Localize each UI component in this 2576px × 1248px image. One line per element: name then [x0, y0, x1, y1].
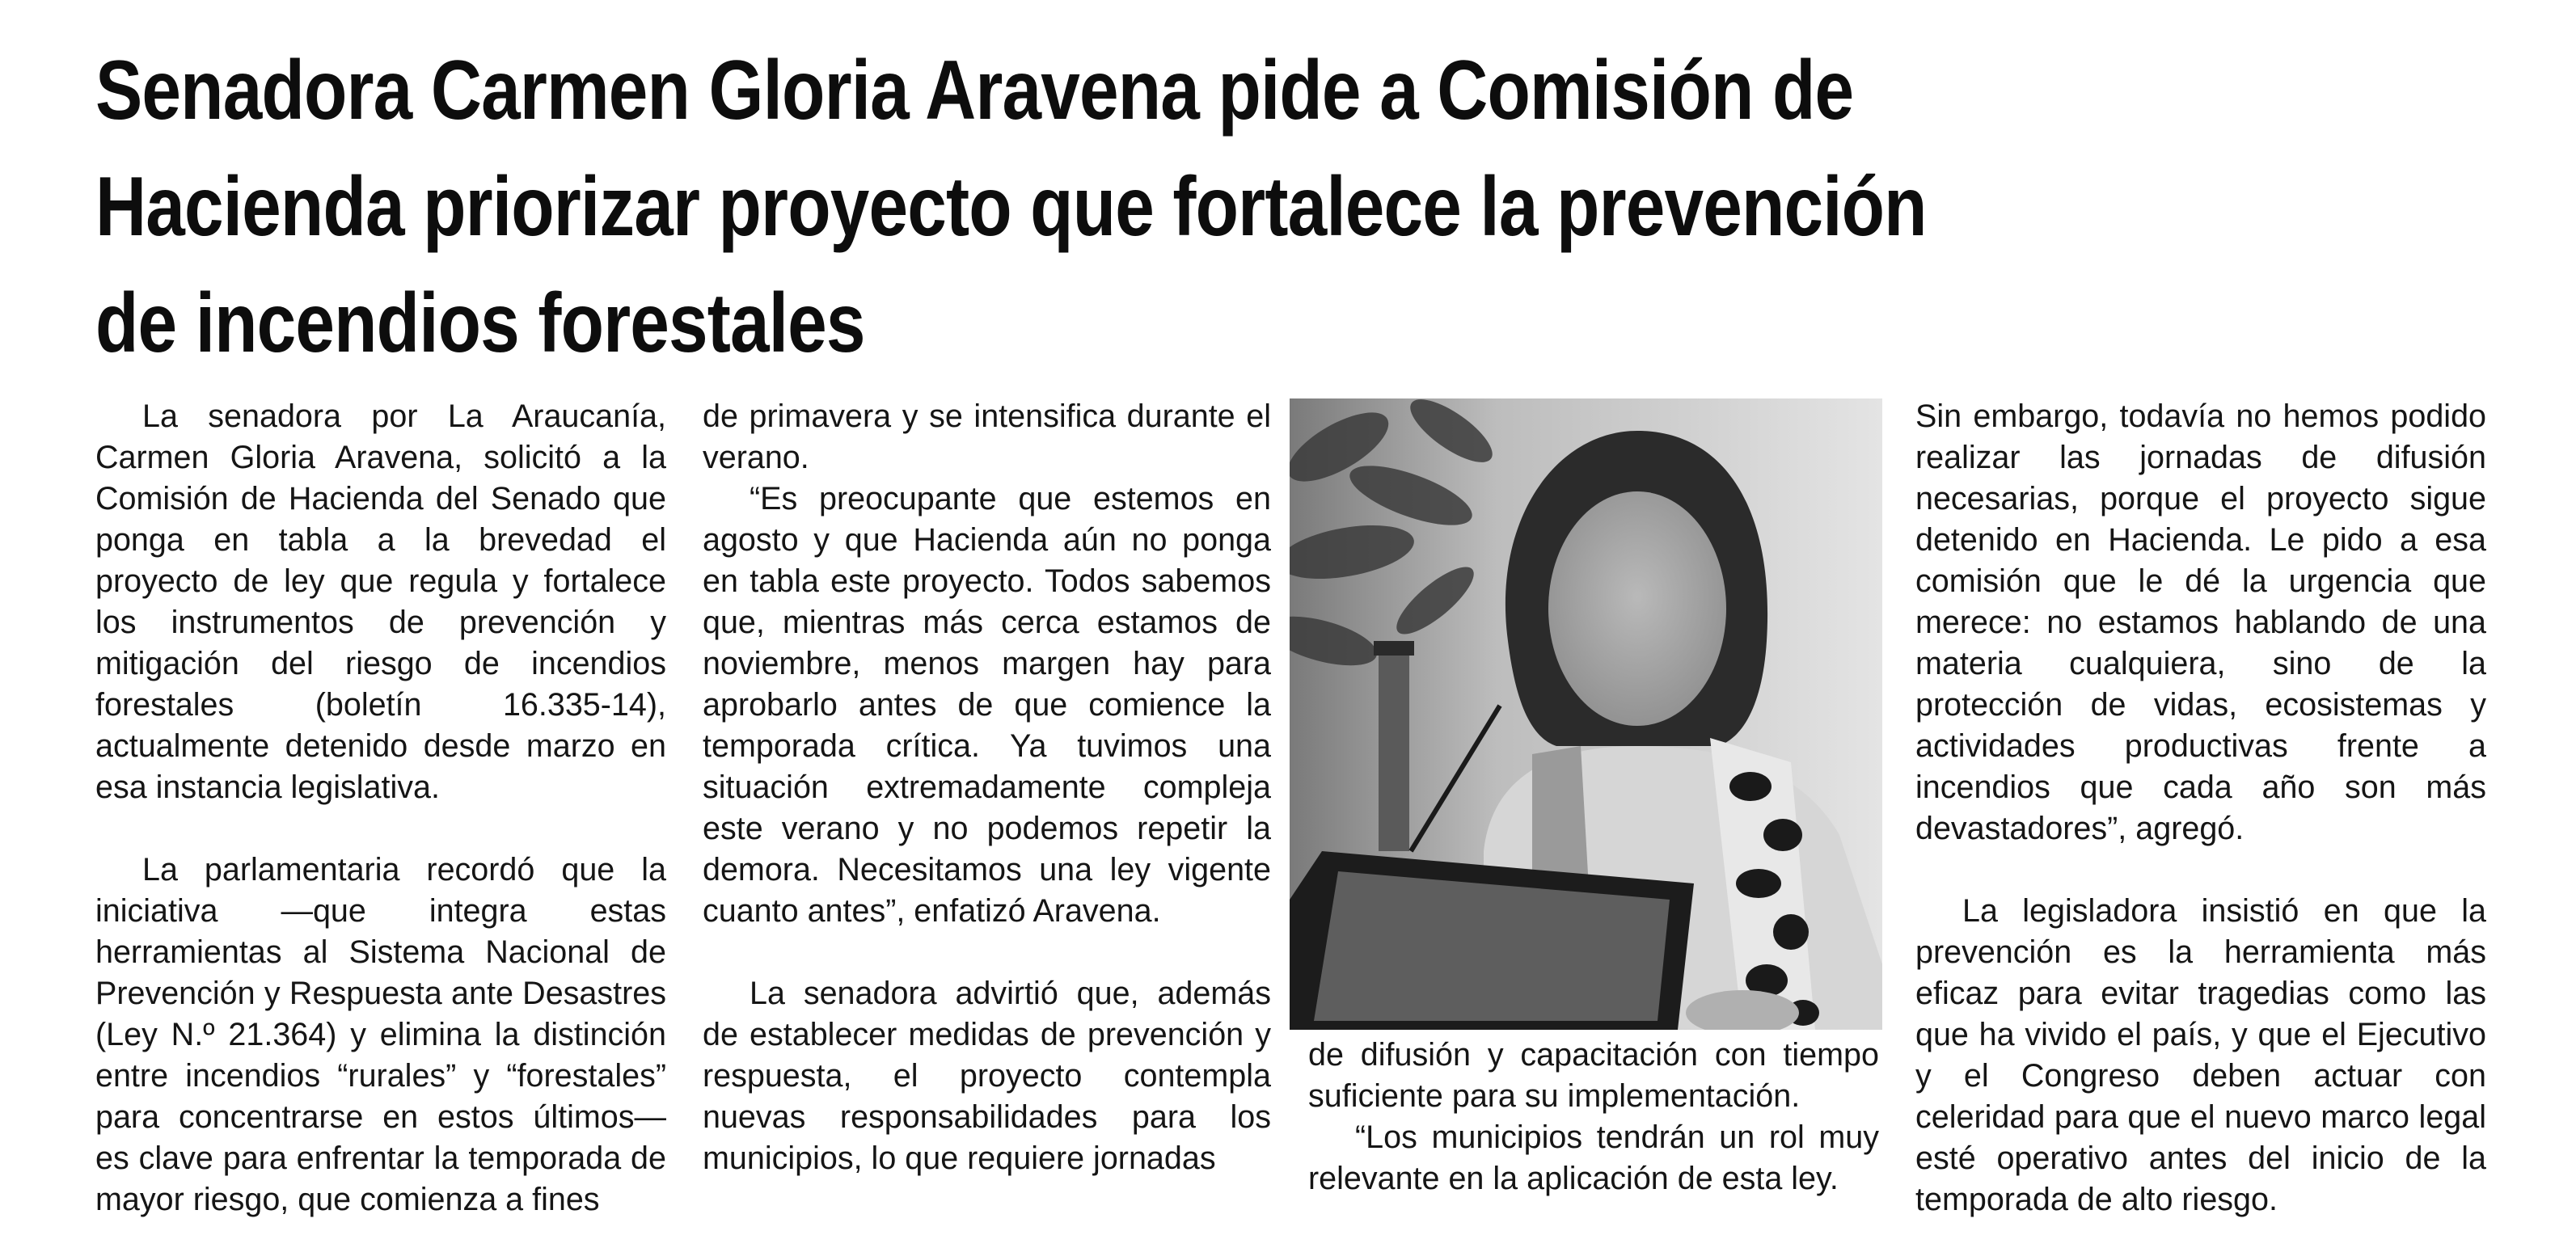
text-column-2 [703, 396, 1271, 1179]
paragraph: La senadora por La Araucanía, Carmen Gloria Aravena, solicitó a la Comisión de Hacienda del Senado que ponga en tabla a la brevedad el proyecto de ley que regula y fortalece los instrumentos de prevención y mitigación del riesgo de incendios forestales (boletín 16.335-14), actualmente detenido desde marzo en esa instancia legislativa. [95, 398, 666, 805]
text-column-1 [95, 396, 666, 1221]
headline-line-2: Hacienda priorizar proyecto que fortalece la prevención [95, 160, 1927, 254]
text-column-3 [1308, 1035, 1879, 1200]
paragraph: de primavera y se intensifica durante el verano. [703, 398, 1271, 475]
senator-photo [1290, 398, 1882, 1030]
headline-line-1: Senadora Carmen Gloria Aravena pide a Comisión de [95, 44, 1854, 137]
article-headline [95, 32, 2065, 382]
paragraph: La legisladora insistió en que la prevención es la herramienta más eficaz para evitar tragedias como las que ha vivido el país, y que el Ejecutivo y el Congreso deben actuar con celeridad para que el nuevo marco legal esté operativo antes del inicio de la temporada de alto riesgo. [1915, 893, 2486, 1217]
headline-line-3: de incendios forestales [95, 276, 865, 370]
paragraph: La parlamentaria recordó que la iniciativa —que integra estas herramientas al Sistema Nacional de Prevención y Respuesta ante Desastres (Ley N.º 21.364) y elimina la distinción entre incendios “rurales” y “forestales” para concentrarse en estos últimos— es clave para enfrentar la temporada de mayor riesgo, que comienza a fines [95, 852, 666, 1217]
text-column-4 [1915, 396, 2486, 1221]
paragraph: de difusión y capacitación con tiempo suficiente para su implementación. [1308, 1037, 1879, 1114]
paragraph: “Los municipios tendrán un rol muy relevante en la aplicación de esta ley. [1308, 1119, 1879, 1196]
paragraph: Sin embargo, todavía no hemos podido realizar las jornadas de difusión necesarias, porque el proyecto sigue detenido en Hacienda. Le pido a esa comisión que le dé la urgencia que merece: no estamos hablando de una materia cualquiera, sino de la protección de vidas, ecosistemas y actividades productivas frente a incendios que cada año son más devastadores”, agregó. [1915, 398, 2486, 846]
paragraph: “Es preocupante que estemos en agosto y que Hacienda aún no ponga en tabla este proyecto. Todos sabemos que, mientras más cerca estamos de noviembre, menos margen hay para aprobarlo antes de que comience la temporada crítica. Ya tuvimos una situación extremadamente compleja este verano y no podemos repetir la demora. Necesitamos una ley vigente cuanto antes”, enfatizó Aravena. [703, 481, 1271, 929]
paragraph: La senadora advirtió que, además de establecer medidas de prevención y respuesta, el proyecto contempla nuevas responsabilidades para los municipios, lo que requiere jornadas [703, 976, 1271, 1176]
